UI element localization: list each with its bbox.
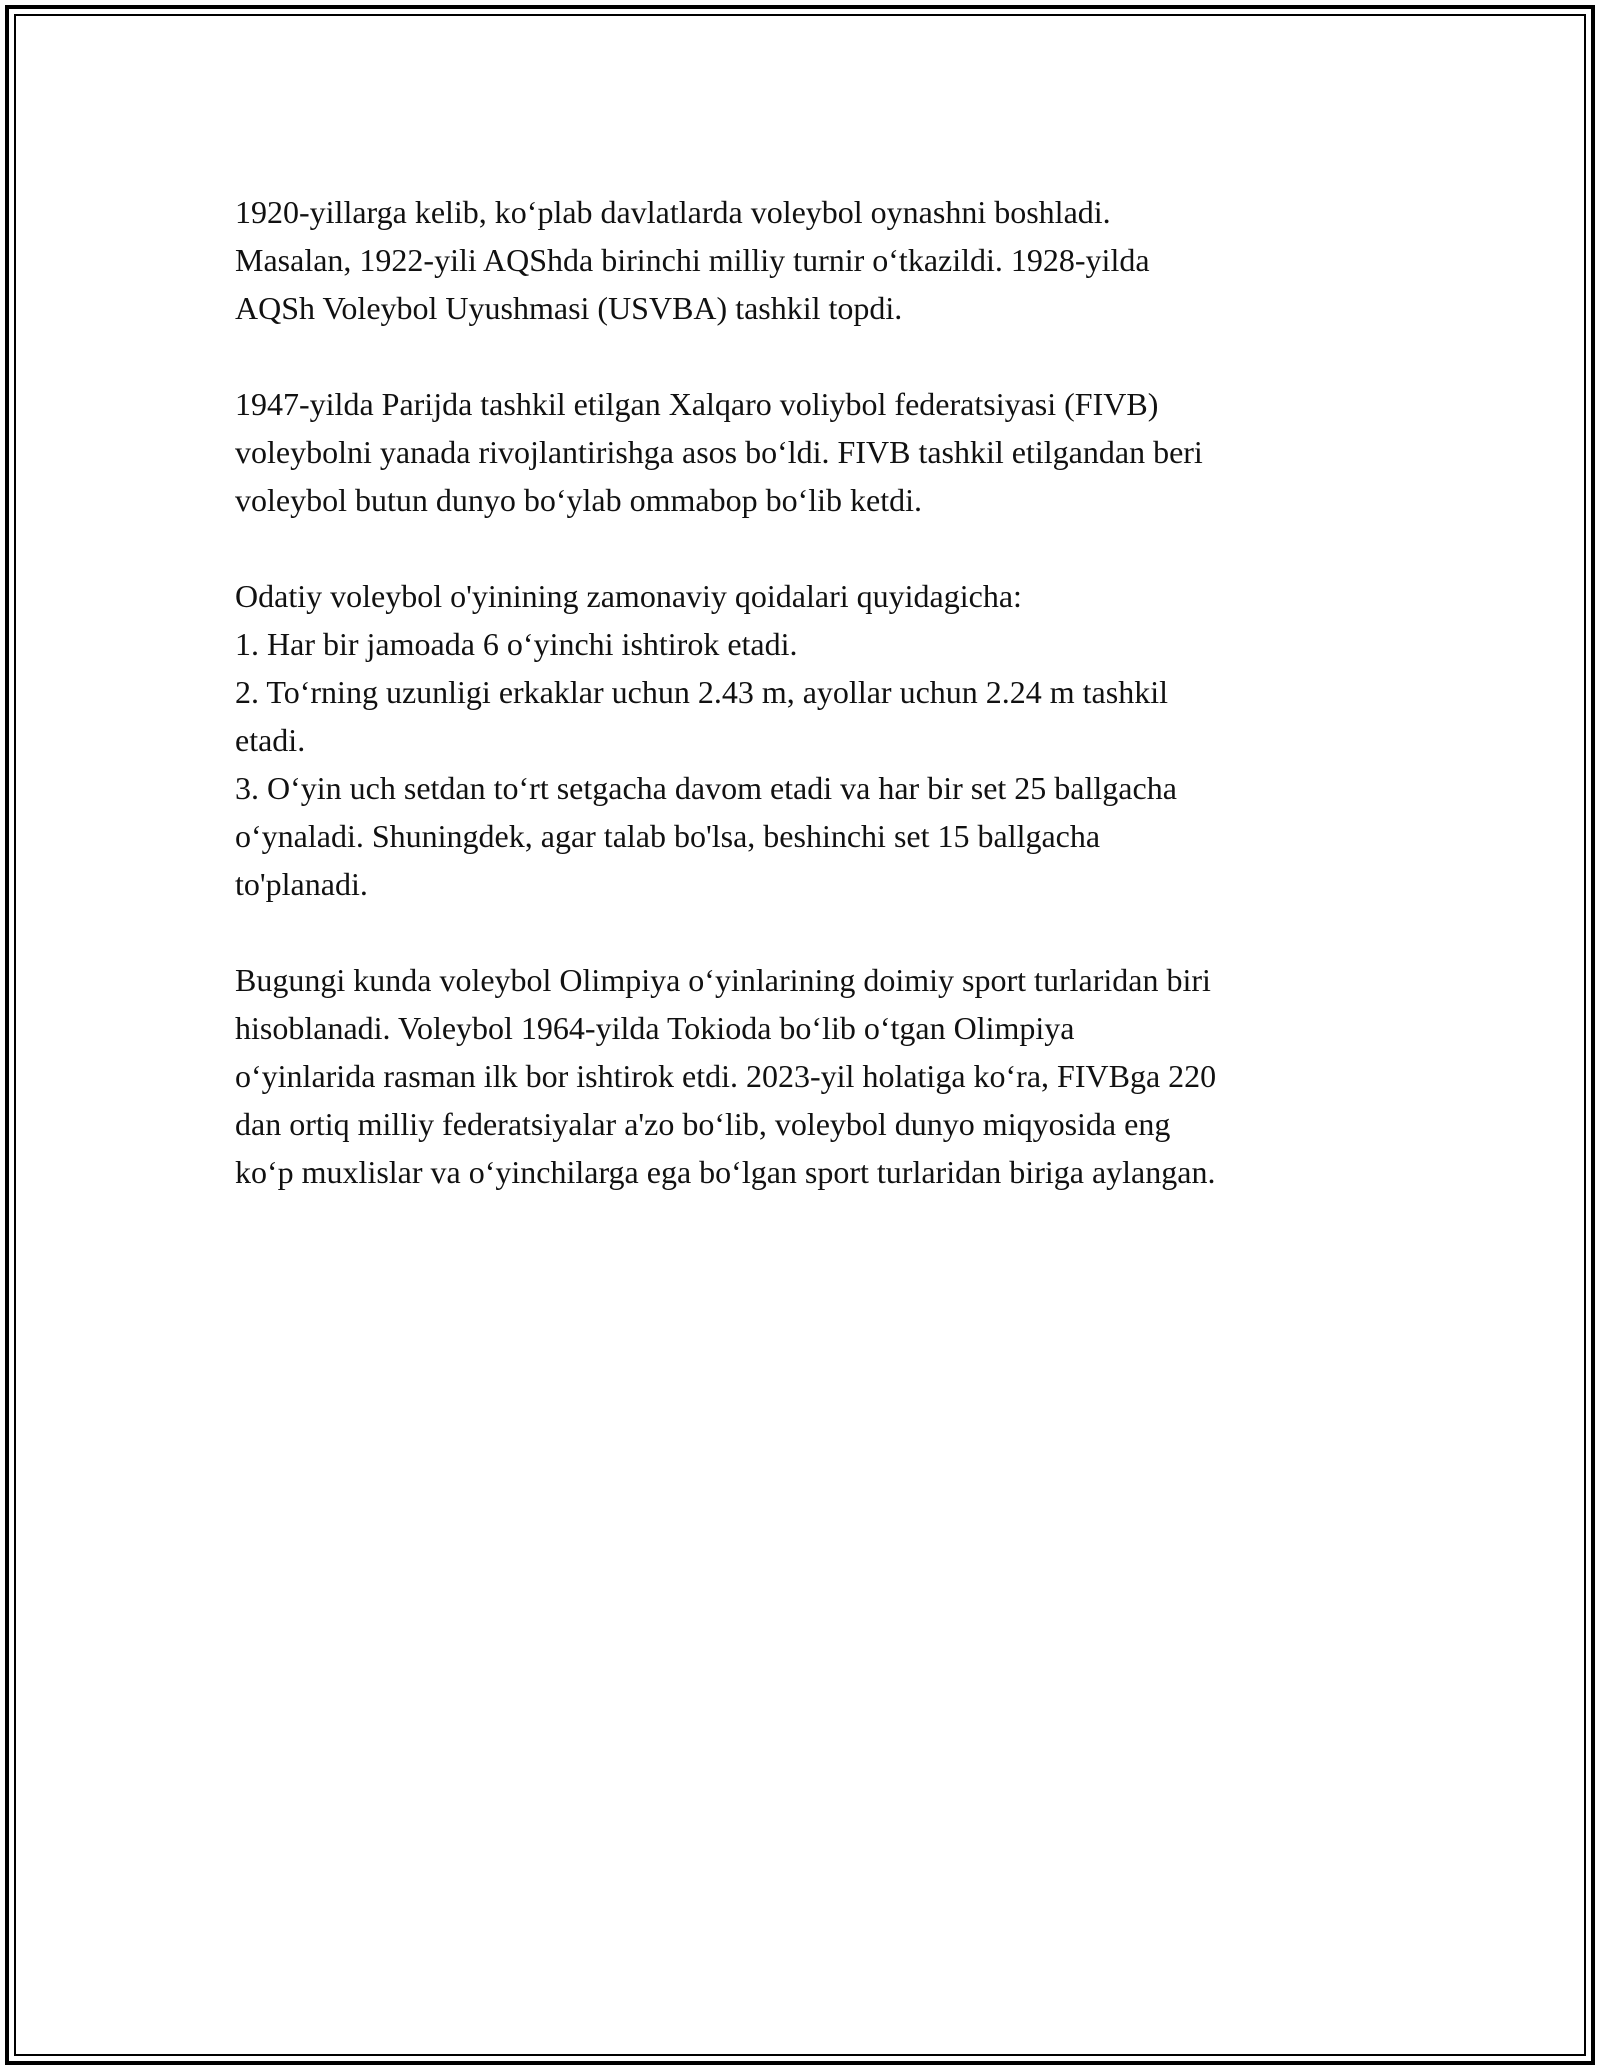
text-line: Masalan, 1922-yili AQShda birinchi milliy turnir o‘tkazildi. 1928-yilda	[235, 242, 1150, 278]
paragraph-olympics	[235, 956, 1375, 1196]
paragraph-history	[235, 188, 1375, 332]
text-line: ko‘p muxlislar va o‘yinchilarga ega bo‘lgan sport turlaridan biriga aylangan.	[235, 1154, 1216, 1190]
rule-item-continued: o‘ynaladi. Shuningdek, agar talab bo'lsa, beshinchi set 15 ballgacha	[235, 818, 1101, 854]
text-line: 1920-yillarga kelib, ko‘plab davlatlarda voleybol oynashni boshladi.	[235, 194, 1111, 230]
text-line: hisoblanadi. Voleybol 1964-yilda Tokioda bo‘lib o‘tgan Olimpiya	[235, 1010, 1075, 1046]
document-body	[235, 188, 1375, 1244]
rule-item-continued: to'planadi.	[235, 866, 368, 902]
text-line: AQSh Voleybol Uyushmasi (USVBA) tashkil topdi.	[235, 290, 903, 326]
text-line: voleybol butun dunyo bo‘ylab ommabop bo‘lib ketdi.	[235, 482, 923, 518]
paragraph-rules	[235, 572, 1375, 908]
text-line: voleybolni yanada rivojlantirishga asos bo‘ldi. FIVB tashkil etilgandan beri	[235, 434, 1203, 470]
paragraph-fivb	[235, 380, 1375, 524]
text-line: Odatiy voleybol o'yinining zamonaviy qoidalari quyidagicha:	[235, 578, 1022, 614]
text-line: o‘yinlarida rasman ilk bor ishtirok etdi. 2023-yil holatiga ko‘ra, FIVBga 220	[235, 1058, 1217, 1094]
text-line: Bugungi kunda voleybol Olimpiya o‘yinlarining doimiy sport turlaridan biri	[235, 962, 1211, 998]
rule-item: 3. O‘yin uch setdan to‘rt setgacha davom etadi va har bir set 25 ballgacha	[235, 770, 1177, 806]
rule-item: 1. Har bir jamoada 6 o‘yinchi ishtirok etadi.	[235, 626, 798, 662]
text-line: 1947-yilda Parijda tashkil etilgan Xalqaro voliybol federatsiyasi (FIVB)	[235, 386, 1159, 422]
rule-item-continued: etadi.	[235, 722, 306, 758]
text-line: dan ortiq milliy federatsiyalar a'zo bo‘lib, voleybol dunyo miqyosida eng	[235, 1106, 1171, 1142]
rule-item: 2. To‘rning uzunligi erkaklar uchun 2.43 m, ayollar uchun 2.24 m tashkil	[235, 674, 1168, 710]
